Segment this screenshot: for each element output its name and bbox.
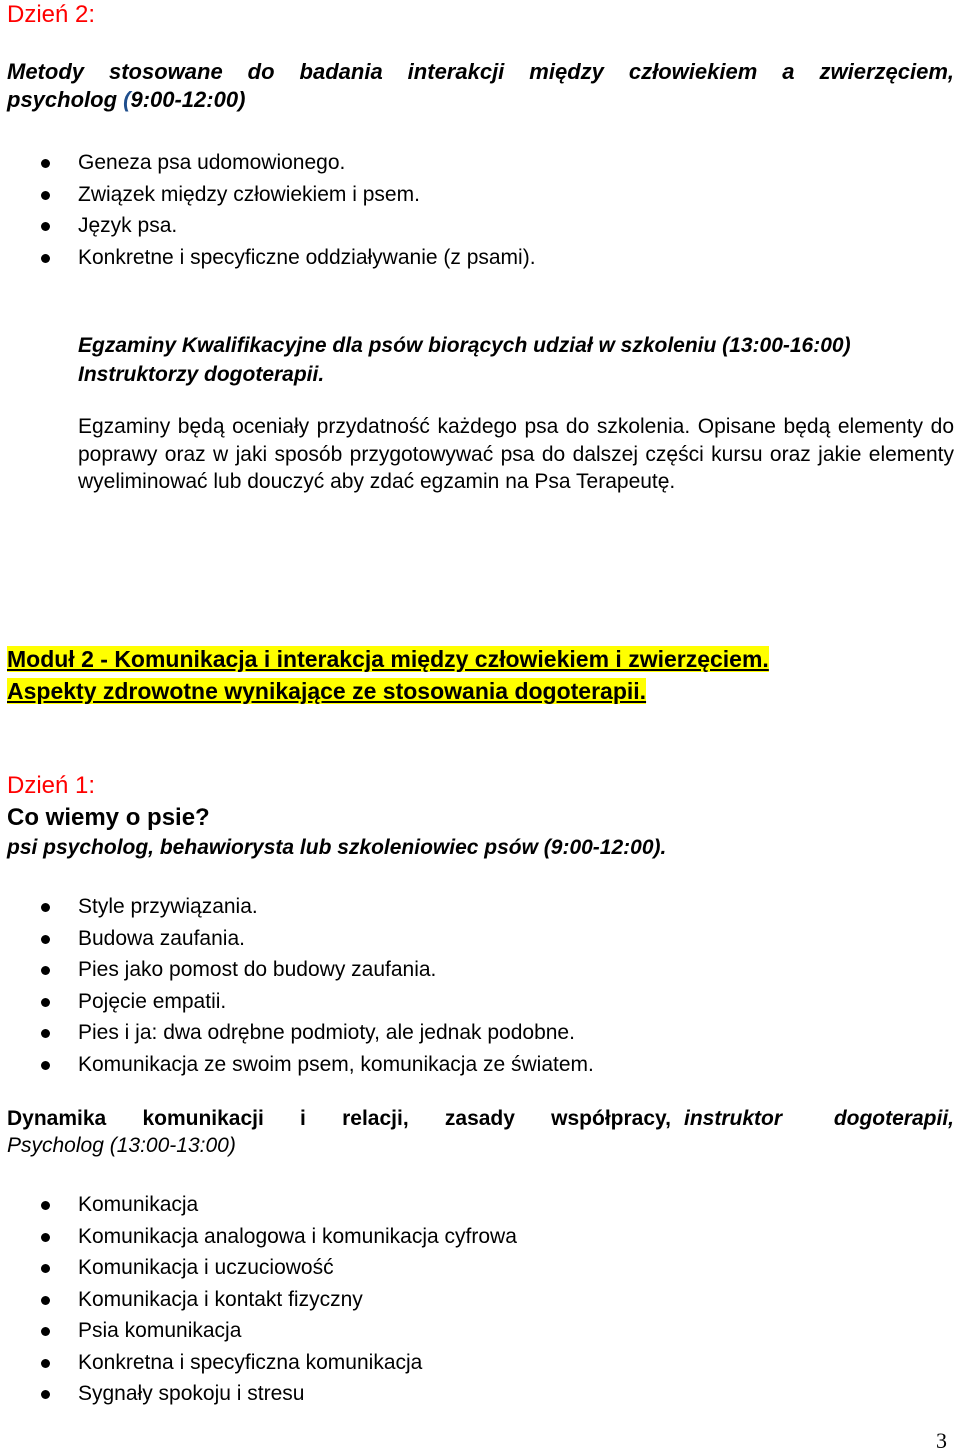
dyn-word: dogoterapii, — [833, 1107, 954, 1130]
module-title-line2: Aspekty zdrowotne wynikające ze stosowania dogoterapii. — [7, 678, 647, 704]
day1-heading: Dzień 1: — [7, 772, 96, 799]
list-item: Konkretna i specyficzna komunikacja — [0, 1347, 517, 1379]
list-item: Komunikacja analogowa i komunikacja cyfrowa — [0, 1221, 517, 1253]
dyn-word: instruktor — [684, 1107, 783, 1130]
list-item: Psia komunikacja — [0, 1315, 517, 1347]
page-number: 3 — [936, 1428, 947, 1453]
dynamics-line1 — [7, 1105, 954, 1132]
day1-topics-list — [0, 891, 594, 1080]
list-item: Konkretne i specyficzne oddziaływanie (z psami). — [0, 242, 536, 274]
day2-heading: Dzień 2: — [7, 1, 96, 28]
list-item: Style przywiązania. — [0, 891, 594, 923]
day2-session-line1: Metody stosowane do badania interakcji między człowiekiem a zwierzęciem, — [7, 59, 954, 84]
dynamics-line2: Psycholog (13:00-13:00) — [7, 1134, 236, 1157]
list-item: Budowa zaufania. — [0, 923, 594, 955]
module-title-line1: Moduł 2 - Komunikacja i interakcja między człowiekiem i zwierzęciem. — [7, 646, 769, 672]
dyn-word: współpracy, — [551, 1107, 671, 1130]
list-item: Język psa. — [0, 210, 536, 242]
dyn-word: i — [300, 1107, 306, 1130]
list-item: Komunikacja ze swoim psem, komunikacja ze światem. — [0, 1049, 594, 1081]
list-item: Pies jako pomost do budowy zaufania. — [0, 954, 594, 986]
list-item: Komunikacja i uczuciowość — [0, 1252, 517, 1284]
list-item: Pojęcie empatii. — [0, 986, 594, 1018]
dyn-word: komunikacji — [142, 1107, 264, 1130]
dyn-word: zasady — [444, 1107, 515, 1130]
list-item: Komunikacja i kontakt fizyczny — [0, 1284, 517, 1316]
exam-paragraph: Egzaminy będą oceniały przydatność każdego psa do szkolenia. Opisane będą elementy do poprawy oraz w jaki sposób przygotowywać psa do dalszej części kursu oraz jakie elementy wyeliminować lub douczyć aby zdać egzamin na Psa Terapeutę. — [78, 415, 954, 493]
list-item: Pies i ja: dwa odrębne podmioty, ale jednak podobne. — [0, 1017, 594, 1049]
communication-topics-list — [0, 1189, 517, 1410]
dyn-word: relacji, — [342, 1107, 409, 1130]
day2-session-line2: psycholog (9:00-12:00) — [7, 87, 246, 112]
exam-subtitle: Instruktorzy dogoterapii. — [78, 363, 325, 386]
list-item: Związek między człowiekiem i psem. — [0, 179, 536, 211]
day2-topics-list — [0, 147, 536, 273]
dyn-word: Dynamika — [7, 1107, 107, 1130]
list-item: Sygnały spokoju i stresu — [0, 1378, 517, 1410]
list-item: Komunikacja — [0, 1189, 517, 1221]
list-item: Geneza psa udomowionego. — [0, 147, 536, 179]
day1-question: Co wiemy o psie? — [7, 804, 210, 831]
exam-title: Egzaminy Kwalifikacyjne dla psów biorących udział w szkoleniu (13:00-16:00) — [78, 334, 851, 357]
day1-session: psi psycholog, behawiorysta lub szkoleniowiec psów (9:00-12:00). — [7, 836, 667, 859]
